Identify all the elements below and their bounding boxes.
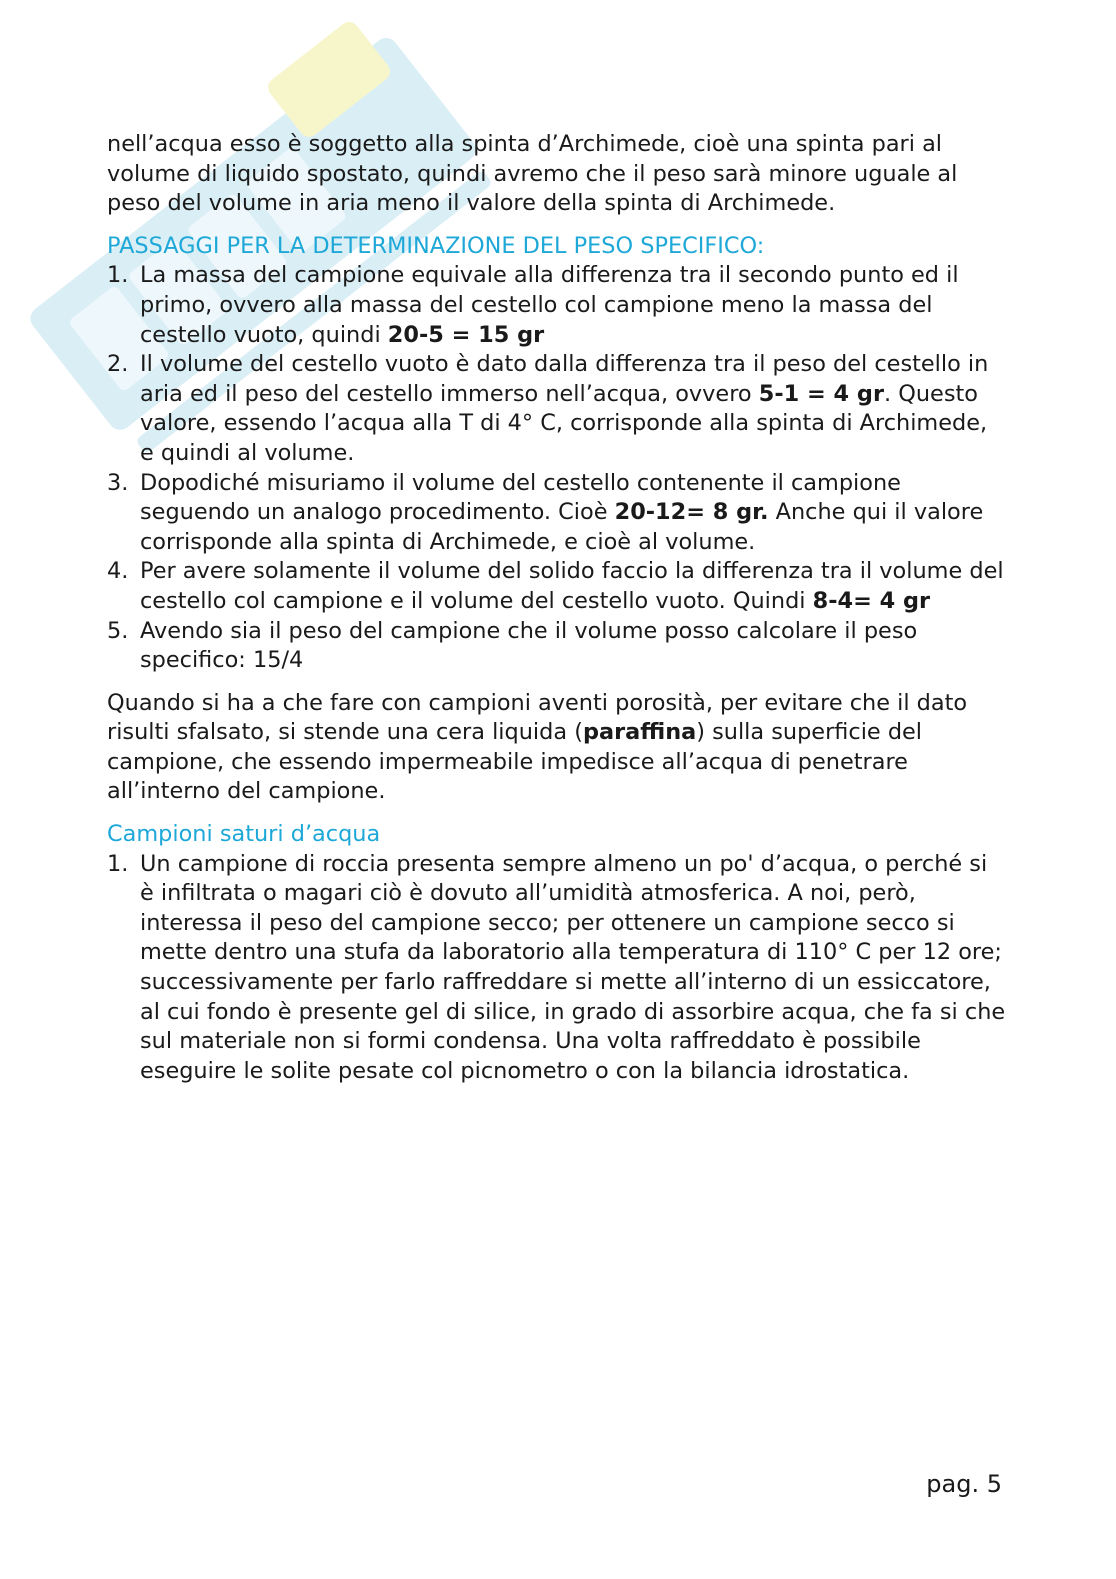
list-item-bold-value: 20-5 = 15 gr (387, 321, 545, 348)
page-content (107, 130, 1007, 1086)
list-item-bold-value: 8-4= 4 gr (812, 587, 931, 614)
list-item (107, 469, 1007, 558)
list-item-bold-value: 20-12= 8 gr. (614, 499, 769, 526)
list-item-bold-value: 5-1 = 4 gr (758, 380, 884, 407)
list-item-text-tail: Anche qui il valore corrisponde alla spinta di Archimede, e cioè al volume. (140, 499, 984, 555)
list-item (107, 850, 1007, 1087)
list-item-number: 5. (107, 617, 129, 644)
list-item (107, 617, 1007, 676)
passaggi-list (107, 261, 1007, 675)
intro-paragraph: nell’acqua esso è soggetto alla spinta d’Archimede, cioè una spinta pari al volume di liquido spostato, quindi avremo che il peso sarà minore uguale al peso del volume in aria meno il valore della spinta di Archimede. (107, 131, 958, 217)
list-item-number: 1. (107, 262, 129, 289)
list-item (107, 350, 1007, 468)
list-item-number: 3. (107, 469, 129, 496)
porosity-text: Quando si ha a che fare con campioni aventi porosità, per evitare che il dato risulti sfalsato, si stende una cera liquida ( (107, 689, 968, 746)
campioni-saturi-list (107, 850, 1007, 1087)
section-heading-campioni-saturi: Campioni saturi d’acqua (107, 821, 381, 848)
list-item-text: Il volume del cestello vuoto è dato dalla differenza tra il peso del cestello in aria ed il peso del cestello immerso nell’acqua, ovvero (140, 351, 989, 407)
list-item-text: Dopodiché misuriamo il volume del cestello contenente il campione seguendo un analogo procedimento. Cioè (140, 469, 901, 526)
list-item-text-tail: . Questo valore, essendo l’acqua alla T di 4° C, corrisponde alla spinta di Archimede, e quindi al volume. (140, 380, 988, 466)
list-item-number: 1. (107, 850, 129, 877)
list-item (107, 261, 1007, 350)
list-item (107, 557, 1007, 616)
list-item-text: Avendo sia il peso del campione che il volume posso calcolare il peso specifico: 15/4 (140, 617, 918, 674)
list-item-text: Per avere solamente il volume del solido faccio la differenza tra il volume del cestello col campione e il volume del cestello vuoto. Quindi (140, 558, 1004, 614)
porosity-text-tail: ) sulla superficie del campione, che essendo impermeabile impedisce all’acqua di penetrare all’interno del campione. (107, 719, 923, 805)
list-item-number: 2. (107, 351, 129, 378)
list-item-number: 4. (107, 558, 129, 585)
porosity-bold-term: paraffina (582, 719, 697, 746)
page-number: pag. 5 (926, 1470, 1002, 1498)
porosity-paragraph (107, 689, 1007, 807)
list-item-text: Un campione di roccia presenta sempre almeno un po' d’acqua, o perché si è infiltrata o magari ciò è dovuto all’umidità atmosferica. A noi, però, interessa il peso del campione secco; per ottenere un campione secco si mette dentro una stufa da laboratorio alla temperatura di 110° C per 12 ore; successivamente per farlo raffreddare si mette all’interno di un essiccatore, al cui fondo è presente gel di silice, in grado di assorbire acqua, che fa si che sul materiale non si formi condensa. Una volta raffreddato è possibile eseguire le solite pesate col picnometro o con la bilancia idrostatica. (140, 850, 1006, 1084)
section-heading-passaggi: PASSAGGI PER LA DETERMINAZIONE DEL PESO SPECIFICO: (107, 232, 765, 259)
list-item-text: La massa del campione equivale alla differenza tra il secondo punto ed il primo, ovvero alla massa del cestello col campione meno la massa del cestello vuoto, quindi (140, 262, 959, 348)
